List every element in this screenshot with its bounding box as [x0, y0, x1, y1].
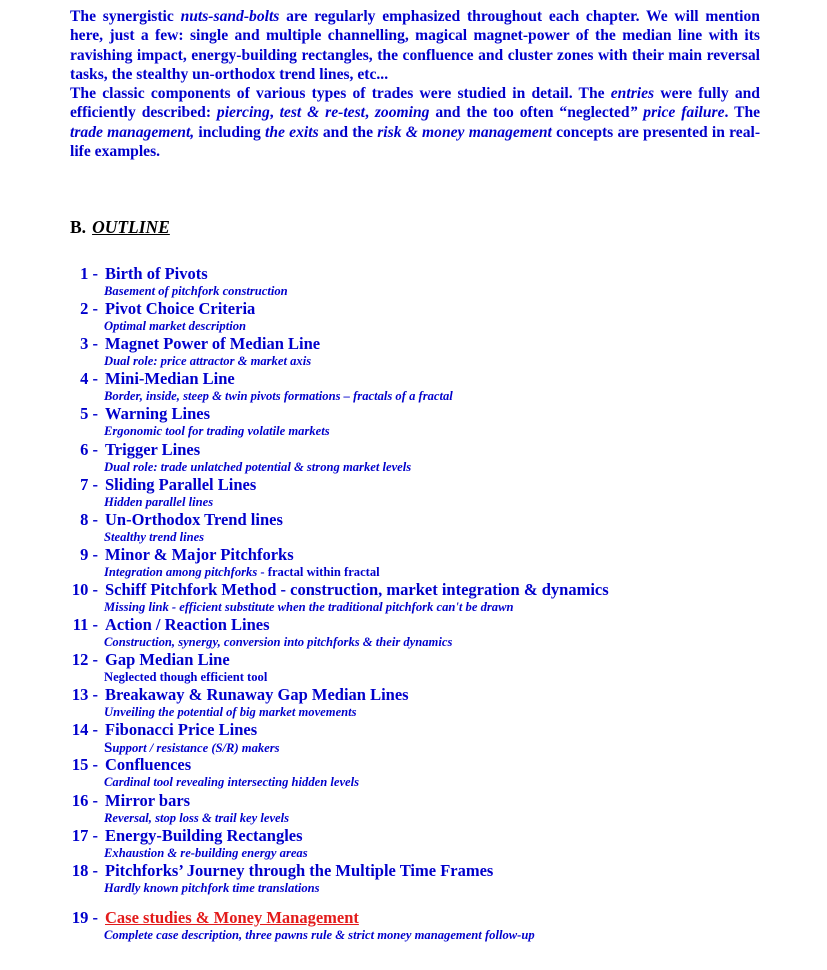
outline-item-subtitle [104, 881, 320, 896]
outline-item-number: 9 - [80, 544, 98, 564]
outline-item-title: Minor & Major Pitchforks [105, 544, 294, 564]
subtitle-text: upport / resistance (S/R) makers [112, 741, 280, 756]
intro-paragraph-1 [70, 7, 760, 84]
text-run: trade management, [70, 123, 195, 141]
subtitle-text: Stealthy trend lines [104, 529, 205, 544]
subtitle-text: Optimal market description [104, 319, 247, 334]
outline-item-subtitle [104, 705, 357, 720]
outline-item-number: 16 - [71, 790, 98, 810]
outline-item-title: Sliding Parallel Lines [105, 474, 257, 494]
subtitle-text: Dual role: price attractor & market axis [104, 354, 312, 369]
outline-item-number: 12 - [71, 650, 98, 670]
outline-item-subtitle [104, 600, 513, 615]
text-run: entries [610, 85, 655, 102]
outline-item-subtitle [104, 495, 213, 510]
outline-item-number: 8 - [80, 509, 98, 529]
subtitle-text: Reversal, stop loss & trail key levels [104, 810, 290, 825]
subtitle-plain-text: - fractal within fractal [257, 564, 380, 579]
text-run: The synergistic [70, 8, 181, 25]
outline-item-subtitle [104, 635, 452, 650]
text-run: risk & money management [377, 123, 552, 141]
outline-item-number: 6 - [80, 439, 98, 459]
outline-item-title: Trigger Lines [105, 439, 201, 459]
outline-item-subtitle [104, 811, 289, 826]
outline-item-title: Magnet Power of Median Line [105, 334, 321, 354]
outline-item-number: 7 - [80, 474, 98, 494]
text-run: The classic components of various types of trades were studied in detail. The [70, 85, 611, 102]
subtitle-text: Dual role: trade unlatched potential & strong market levels [104, 459, 412, 474]
text-run: piercing [216, 104, 270, 122]
outline-item-number: 15 - [71, 755, 98, 775]
subtitle-text: Basement of pitchfork construction [104, 284, 288, 298]
text-run: ” price failure [629, 104, 725, 122]
text-run: test & re-test [279, 104, 366, 122]
text-run: the exits [265, 123, 319, 141]
outline-item-subtitle [104, 530, 204, 545]
outline-item-title: Birth of Pivots [105, 264, 208, 283]
outline-item-number: 1 - [80, 264, 98, 283]
outline-item-subtitle [104, 284, 288, 299]
text-run: , [269, 104, 280, 122]
section-title: OUTLINE [92, 217, 170, 237]
subtitle-text: Hidden parallel lines [104, 494, 214, 509]
text-run: are regularly emphasized throughout each chapter. We will mention here, just a few: single and multiple channelling, magical magnet-power of the median line with its ravishing impact, energy-building rectangles, the confluence and cluster zones with their main reversal tasks, the stealthy un-orthodox trend lines, etc... [70, 8, 760, 83]
subtitle-text: Missing link - efficient substitute when the traditional pitchfork can't be drawn [104, 599, 514, 614]
subtitle-initial: S [104, 740, 113, 757]
subtitle-text: Ergonomic tool for trading volatile markets [104, 424, 330, 439]
outline-item-subtitle [104, 670, 267, 685]
intro-paragraph-2 [70, 84, 760, 161]
section-letter: B. [70, 217, 87, 237]
outline-item-title: Gap Median Line [105, 650, 230, 670]
outline-item-number: 4 - [80, 369, 98, 389]
text-run: and the [318, 123, 378, 141]
outline-item-number: 11 - [72, 615, 98, 634]
subtitle-text: Cardinal tool revealing intersecting hidden levels [104, 775, 360, 790]
subtitle-text: Construction, synergy, conversion into pitchforks & their dynamics [104, 635, 453, 649]
outline-item-subtitle [104, 319, 246, 334]
text-run: concepts are presented in real-life examples. [70, 123, 761, 160]
outline-item-number: 10 - [71, 579, 98, 599]
text-run: zooming [374, 104, 430, 122]
outline-item-title: Warning Lines [105, 404, 210, 424]
outline-item-subtitle [104, 565, 380, 580]
outline-item-title: Pivot Choice Criteria [105, 299, 256, 319]
outline-item-subtitle [104, 775, 359, 790]
outline-item-title: Action / Reaction Lines [105, 615, 270, 634]
outline-item-title: Mirror bars [105, 790, 191, 810]
text-run: including [194, 123, 266, 141]
outline-item-title: Pitchforks’ Journey through the Multiple Time Frames [105, 860, 494, 880]
outline-item-subtitle [104, 424, 330, 439]
text-run: , [365, 104, 375, 122]
outline-item-number: 17 - [71, 825, 98, 845]
section-heading [70, 217, 170, 238]
outline-item-number: 5 - [80, 404, 98, 424]
outline-item-number: 13 - [71, 685, 98, 705]
outline-item-subtitle [104, 389, 453, 404]
outline-item-subtitle [104, 928, 535, 943]
outline-item-title: Confluences [105, 755, 192, 775]
outline-item-number: 14 - [71, 720, 98, 740]
subtitle-text: Integration among pitchforks [104, 564, 258, 579]
subtitle-text: Exhaustion & re-building energy areas [104, 845, 308, 860]
outline-item-title: Mini-Median Line [105, 369, 235, 389]
outline-item-subtitle [104, 354, 311, 369]
outline-item-title: Schiff Pitchfork Method - construction, market integration & dynamics [105, 579, 609, 599]
outline-item-title: Un-Orthodox Trend lines [105, 509, 283, 529]
outline-item-number: 3 - [80, 334, 98, 354]
outline-item-subtitle [104, 846, 308, 861]
outline-item-subtitle [104, 460, 411, 475]
text-run: nuts-sand-bolts [180, 8, 280, 25]
subtitle-plain-text: Neglected though efficient tool [104, 670, 268, 685]
outline-item-number: 19 - [71, 907, 98, 927]
text-run: . The [724, 104, 761, 122]
outline-item-number: 2 - [80, 299, 98, 319]
outline-item-title: Fibonacci Price Lines [105, 720, 258, 740]
subtitle-text: Complete case description, three pawns rule & strict money management follow-up [104, 927, 535, 942]
subtitle-text: Hardly known pitchfork time translations [104, 880, 320, 895]
subtitle-text: Unveiling the potential of big market movements [104, 705, 357, 720]
outline-item-number: 18 - [71, 860, 98, 880]
outline-item-title: Energy-Building Rectangles [105, 825, 303, 845]
text-run: were fully and efficiently described: [70, 85, 760, 122]
subtitle-text: Border, inside, steep & twin pivots formations – fractals of a fractal [104, 389, 453, 404]
outline-item-title[interactable]: Case studies & Money Management [105, 907, 359, 927]
outline-item-title: Breakaway & Runaway Gap Median Lines [105, 685, 409, 705]
text-run: and the too often “neglected [429, 104, 630, 122]
